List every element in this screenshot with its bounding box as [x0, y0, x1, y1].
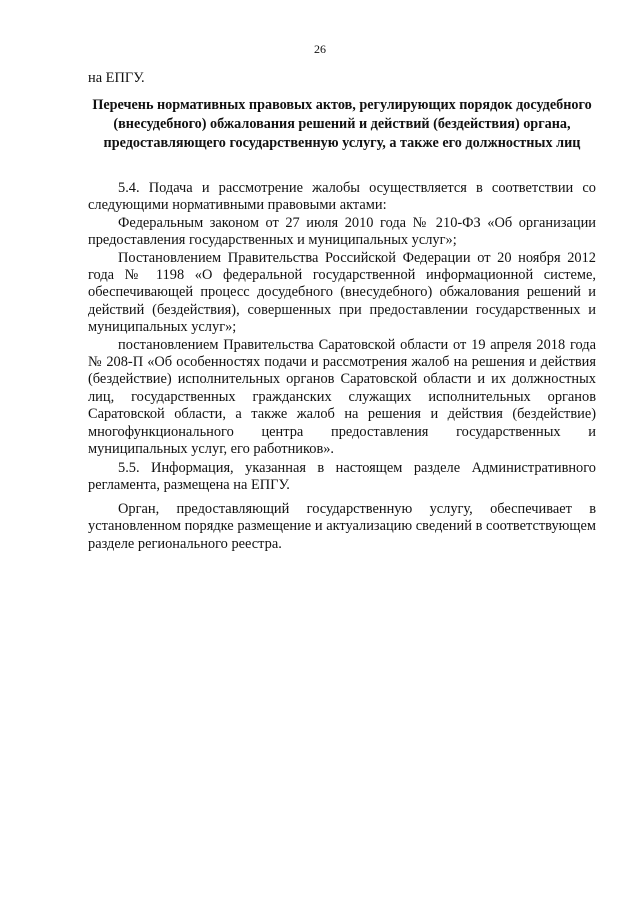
section-5-4 — [88, 180, 596, 459]
legal-act-government-decree: Постановлением Правительства Российской Федерации от 20 ноября 2012 года № 1198 «О федеральной государственной информационной системе, обеспечивающей процесс досудебного (внесудебного) обжалования решений и действий (бездействия), совершенных при предоставлении государственных и муниципальных услуг»; — [88, 249, 596, 336]
section-5-5-organ: Орган, предоставляющий государственную услугу, обеспечивает в установленном порядке размещение и актуализацию сведений в соответствующем разделе регионального реестра. — [88, 500, 596, 552]
section-5-5 — [88, 460, 596, 553]
page-number: 26 — [314, 42, 326, 56]
section-heading: Перечень нормативных правовых актов, регулирующих порядок досудебного (внесудебного) обжалования решений и действий (бездействия) органа, предоставляющего государственную услугу, а также его должностных лиц — [92, 97, 592, 151]
section-5-4-intro: 5.4. Подача и рассмотрение жалобы осуществляется в соответствии со следующими нормативными правовыми актами: — [88, 180, 596, 214]
section-5-5-info: 5.5. Информация, указанная в настоящем разделе Административного регламента, размещена на ЕПГУ. — [88, 460, 596, 494]
legal-act-federal-law: Федеральным законом от 27 июля 2010 года № 210-ФЗ «Об организации предоставления государственных и муниципальных услуг»; — [88, 214, 596, 249]
legal-act-saratov-decree: постановлением Правительства Саратовской области от 19 апреля 2018 года № 208-П «Об особенностях подачи и рассмотрения жалоб на решения и действия (бездействие) исполнительных органов Саратовской области и их должностных лиц, государственных гражданских служащих исполнительных органов Саратовской области, а также жалоб на решения и действия (бездействие) многофункционального центра предоставления государственных и муниципальных услуг, его работников». — [88, 336, 596, 458]
continuation-text: на ЕПГУ. — [88, 70, 145, 86]
